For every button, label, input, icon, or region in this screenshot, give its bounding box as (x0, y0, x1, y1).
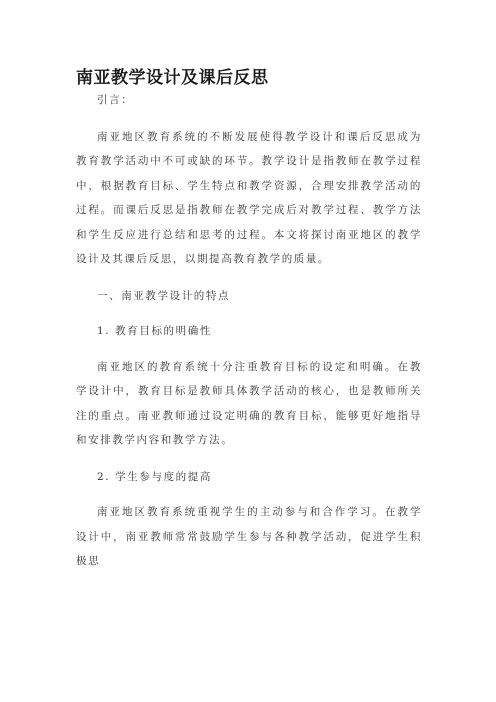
section-heading: 一、南亚教学设计的特点 (97, 289, 231, 302)
page-title: 南亚教学设计及课后反思 (76, 68, 269, 88)
subsection-heading-2: 2. 学生参与度的提高 (97, 470, 212, 483)
document-body (76, 88, 422, 574)
subsection-paragraph-1: 南亚地区的教育系统十分注重教育目标的设定和明确。在教学设计中，教育目标是教师具体教学活动的核心，也是教师所关注的重点。南亚教师通过设定明确的教育目标，能够更好地指导和安排教学内容和教学方法。 (76, 360, 422, 446)
intro-label: 引言： (97, 94, 134, 106)
intro-paragraph: 南亚地区教育系统的不断发展使得教学设计和课后反思成为教育教学活动中不可或缺的环节。教学设计是指教师在教学过程中，根据教育目标、学生特点和教学资源，合理安排教学活动的过程。而课后反思是指教师在教学完成后对教学过程、教学方法和学生反应进行总结和思考的过程。本文将探讨南亚地区的教学设计及其课后反思，以期提高教育教学的质量。 (76, 130, 422, 265)
subsection-paragraph-2: 南亚地区教育系统重视学生的主动参与和合作学习。在教学设计中，南亚教师常常鼓励学生参与各种教学活动，促进学生积极思 (76, 506, 422, 567)
subsection-heading-1: 1. 教育目标的明确性 (97, 325, 212, 337)
